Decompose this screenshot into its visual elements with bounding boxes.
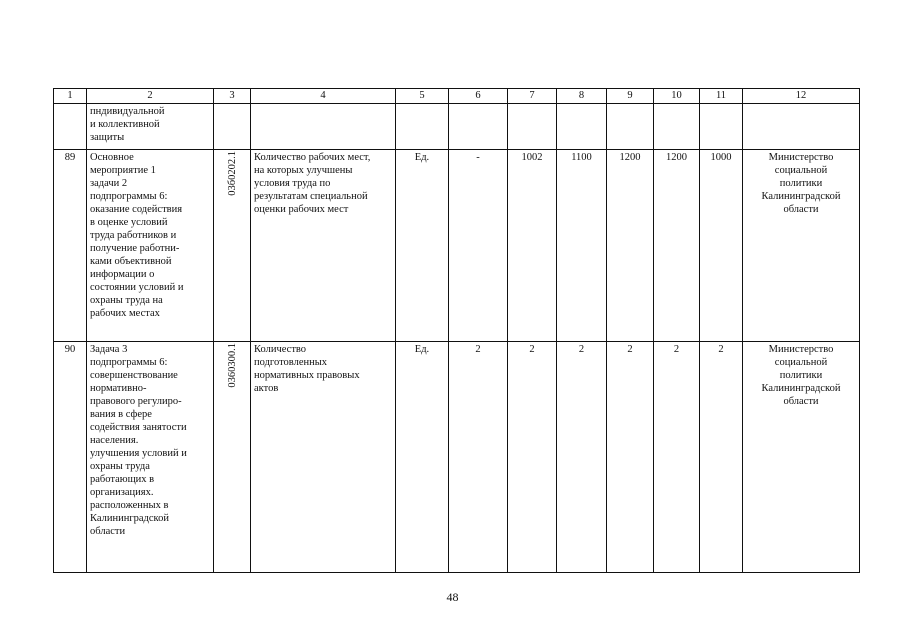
value-col-10: 2 bbox=[654, 342, 700, 573]
column-header: 11 bbox=[700, 89, 743, 104]
value-col-6: 2 bbox=[449, 342, 508, 573]
column-header: 10 bbox=[654, 89, 700, 104]
indicator-name: Количество рабочих мест, на которых улучшены условия труда по результатам специальной оценки рабочих мест bbox=[251, 150, 396, 342]
responsible-org: Министерство социальной политики Калининградской области bbox=[743, 342, 860, 573]
column-number-row bbox=[54, 89, 860, 104]
budget-code: 0360300.1 bbox=[214, 342, 251, 573]
value-col-11: 2 bbox=[700, 342, 743, 573]
column-header: 7 bbox=[508, 89, 557, 104]
value-col-7: 2 bbox=[508, 342, 557, 573]
responsible-org: Министерство социальной политики Калининградской области bbox=[743, 150, 860, 342]
indicators-table bbox=[53, 88, 860, 573]
page-number: 48 bbox=[446, 590, 459, 604]
column-header: 4 bbox=[251, 89, 396, 104]
value-col-6: - bbox=[449, 150, 508, 342]
value-col-9: 2 bbox=[607, 342, 654, 573]
column-header: 8 bbox=[557, 89, 607, 104]
value-col-10: 1200 bbox=[654, 150, 700, 342]
unit: Ед. bbox=[396, 150, 449, 342]
indicator-name: Количество подготовленных нормативных правовых актов bbox=[251, 342, 396, 573]
value-col-7: 1002 bbox=[508, 150, 557, 342]
value-col-9: 1200 bbox=[607, 150, 654, 342]
column-header: 2 bbox=[87, 89, 214, 104]
event-name: Основное мероприятие 1 задачи 2 подпрограммы 6: оказание содействия в оценке условий труда работников и получение работни- ками объективной информации о состоянии условий и охраны труда на рабочих местах bbox=[87, 150, 214, 342]
event-name: Задача 3 подпрограммы 6: совершенствование нормативно- правового регулиро- вания в сфере содействия занятости населения. улучшения условий и охраны труда работающих в организациях. расположенных в Калининградской области bbox=[87, 342, 214, 573]
table-row-continuation bbox=[54, 104, 860, 150]
table-row bbox=[54, 342, 860, 573]
row-number: 89 bbox=[54, 150, 87, 342]
unit: Ед. bbox=[396, 342, 449, 573]
budget-code: 03б0202.1 bbox=[214, 150, 251, 342]
value-col-11: 1000 bbox=[700, 150, 743, 342]
column-header: 6 bbox=[449, 89, 508, 104]
column-header: 5 bbox=[396, 89, 449, 104]
value-col-8: 1100 bbox=[557, 150, 607, 342]
table-row bbox=[54, 150, 860, 342]
column-header: 9 bbox=[607, 89, 654, 104]
column-header: 1 bbox=[54, 89, 87, 104]
value-col-8: 2 bbox=[557, 342, 607, 573]
row-number: 90 bbox=[54, 342, 87, 573]
column-header: 12 bbox=[743, 89, 860, 104]
column-header: 3 bbox=[214, 89, 251, 104]
continuation-name: пндивидуальной и коллективной защиты bbox=[87, 104, 214, 150]
